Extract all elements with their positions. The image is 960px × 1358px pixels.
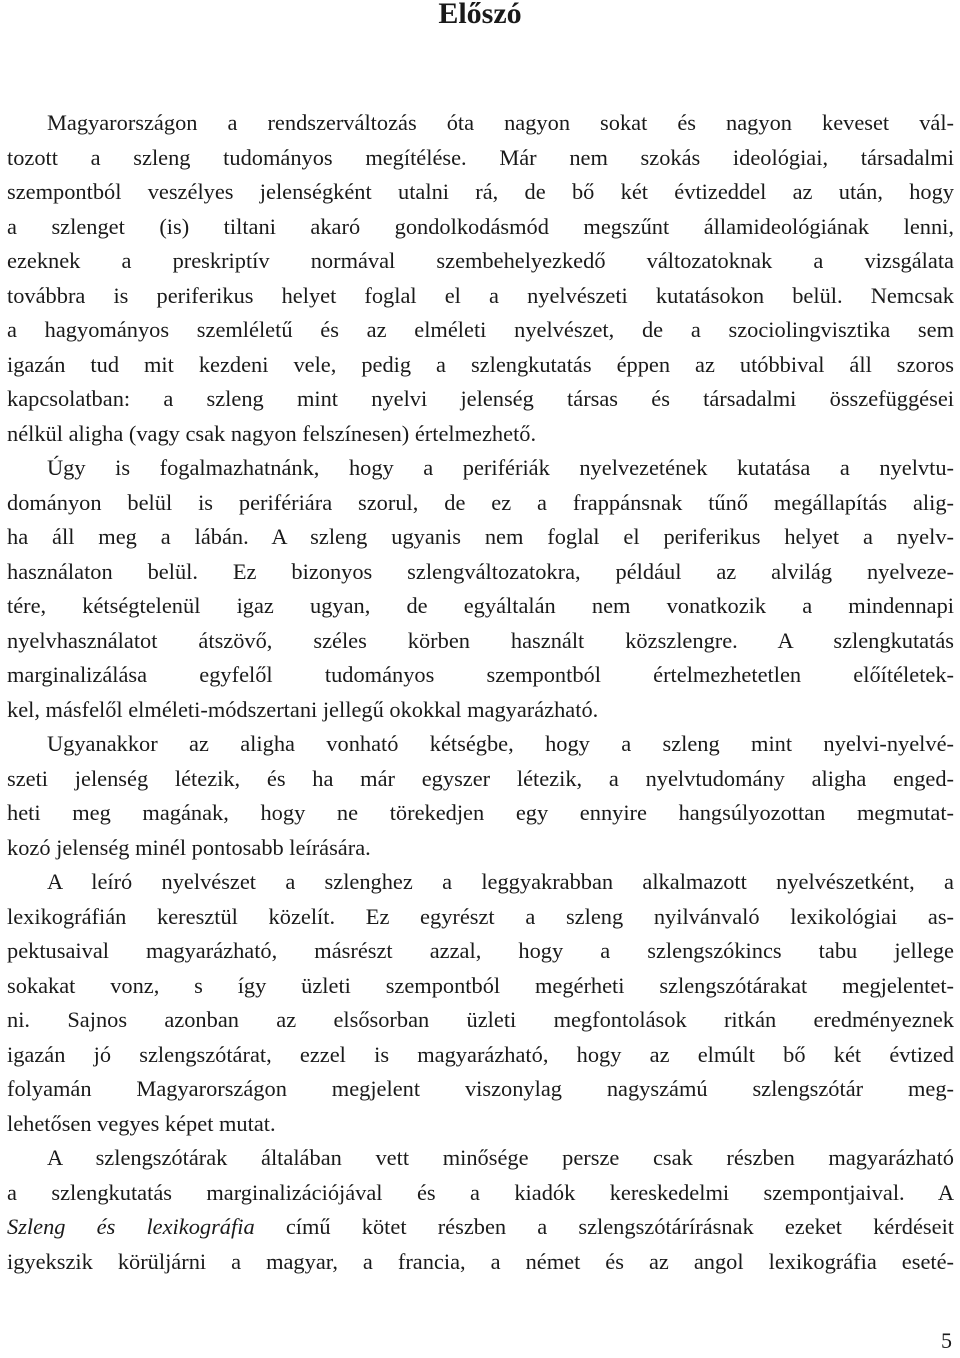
text-line: kozó jelenség minél pontosabb leírására. xyxy=(7,834,371,860)
text-line: tére, kétségtelenül igaz ugyan, de egyáltalán nem vonatkozik a mindennapi xyxy=(7,593,954,618)
text-line: szeti jelenség létezik, és ha már egyszer létezik, a nyelvtudomány aligha enged- xyxy=(7,765,954,791)
text-line: marginalizálása egyfelől tudományos szempontból értelmezhetetlen előítéletek- xyxy=(7,662,954,687)
body-text xyxy=(7,106,954,1279)
text-line: nyelvhasználatot átszövő, széles körben használt közszlengre. A szlengkutatás xyxy=(7,627,954,653)
text-line: igazán tud mit kezdeni vele, pedig a szlengkutatás éppen az utóbbival áll szoros xyxy=(7,351,954,377)
page-title: Előszó xyxy=(438,0,522,30)
text-line: sokakat vonz, s így üzleti szempontból megérheti szlengszótárakat megjelentet- xyxy=(7,972,954,998)
text-line: A szlengszótárak általában vett minősége persze csak részben magyarázható xyxy=(47,1145,954,1170)
text-line: igazán jó szlengszótárat, ezzel is magyarázható, hogy az elmúlt bő két évtized xyxy=(7,1041,954,1067)
text-line: ha áll meg a lábán. A szleng ugyanis nem foglal el periferikus helyet a nyelv- xyxy=(7,524,954,549)
text-line: Ugyanakkor az aligha vonható kétségbe, hogy a szleng mint nyelvi-nyelvé- xyxy=(47,731,954,756)
text-line: kel, másfelől elméleti-módszertani jellegű okokkal magyarázható. xyxy=(7,696,599,722)
text-line: lexikográfián keresztül közelít. Ez egyrészt a szleng nyilvánvaló lexikológiai as- xyxy=(7,903,954,929)
text-line: szempontból veszélyes jelenségként utalni rá, de bő két évtizeddel az után, hogy xyxy=(7,179,954,204)
text-line: kapcsolatban: a szleng mint nyelvi jelenség társas és társadalmi összefüggései xyxy=(7,386,954,411)
text-line: ezeknek a preskriptív normával szembehelyezkedő változatoknak a vizsgálata xyxy=(7,248,954,273)
text-line: a szlenget (is) tiltani akaró gondolkodásmód megszűnt államideológiának lenni, xyxy=(7,213,954,239)
text-line: tozott a szleng tudományos megítélése. Már nem szokás ideológiai, társadalmi xyxy=(7,144,954,170)
text-line: a szlengkutatás marginalizációjával és a kiadók kereskedelmi szempontjaival. A xyxy=(7,1179,954,1205)
text-line: heti meg magának, hogy ne törekedjen egy ennyire hangsúlyozottan megmutat- xyxy=(7,800,954,825)
text-line: dományon belül is perifériára szorul, de ez a frappánsnak tűnő megállapítás alig- xyxy=(7,489,954,515)
page-number: 5 xyxy=(941,1328,952,1353)
text-line: ni. Sajnos azonban az elsősorban üzleti megfontolások ritkán eredményeznek xyxy=(7,1007,954,1032)
text-line: Magyarországon a rendszerváltozás óta nagyon sokat és nagyon keveset vál- xyxy=(47,110,954,135)
text-line: Szleng és lexikográfia című kötet részben a szlengszótárírásnak ezeket kérdéseit xyxy=(7,1214,955,1239)
text-line: folyamán Magyarországon megjelent viszonylag nagyszámú szlengszótár meg- xyxy=(7,1076,954,1101)
text-line: a hagyományos szemléletű és az elméleti nyelvészet, de a szociolingvisztika sem xyxy=(7,317,954,342)
book-title: Szleng és lexikográfia xyxy=(7,1214,255,1239)
text-line: használaton belül. Ez bizonyos szlengváltozatokra, például az alvilág nyelveze- xyxy=(7,558,954,584)
text-line: nélkül aligha (vagy csak nagyon felszínesen) értelmezhető. xyxy=(7,420,537,446)
text-line: igyekszik körüljárni a magyar, a francia, a német és az angol lexikográfia eseté- xyxy=(7,1248,954,1274)
text-line: pektusaival magyarázható, másrészt azzal, hogy a szlengszókincs tabu jellege xyxy=(7,938,954,963)
text-line: lehetősen vegyes képet mutat. xyxy=(7,1110,276,1136)
text-line: továbbra is periferikus helyet foglal el a nyelvészeti kutatásokon belül. Nemcsak xyxy=(7,282,954,308)
text-line: A leíró nyelvészet a szlenghez a leggyakrabban alkalmazott nyelvészetként, a xyxy=(47,869,954,894)
text-line: Úgy is fogalmazhatnánk, hogy a perifériák nyelvezetének kutatása a nyelvtu- xyxy=(47,455,954,480)
